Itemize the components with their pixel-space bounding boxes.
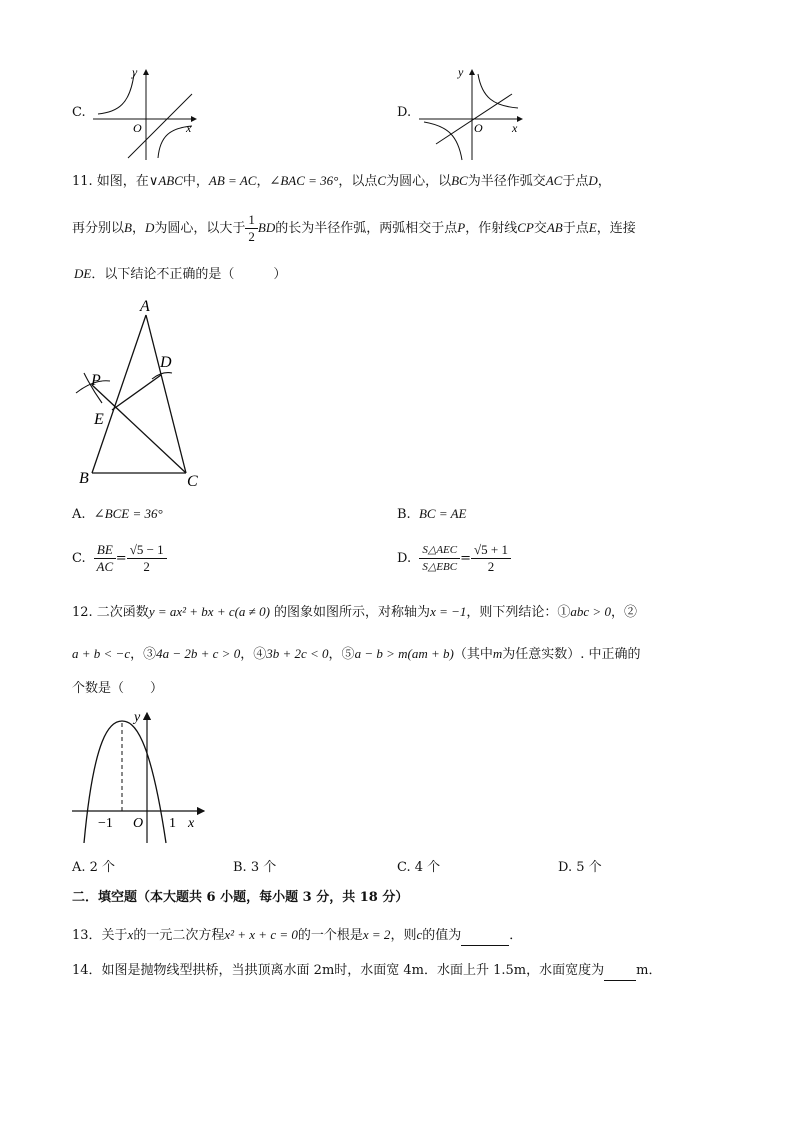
- q12-option-d: D. 5 个: [558, 860, 602, 875]
- math: DE: [74, 266, 92, 281]
- numerator: S△AEC: [419, 542, 460, 559]
- answer-blank[interactable]: [461, 927, 509, 946]
- q10-option-c-label: C.: [72, 105, 86, 120]
- q11-line-3: [74, 265, 286, 284]
- q11-option-a: [72, 505, 163, 524]
- math: ∨ABC: [148, 173, 183, 188]
- tick-label-1: 1: [169, 816, 176, 831]
- text: 的图象如图所示，对称轴为: [274, 605, 431, 620]
- numerator: √5 + 1: [471, 542, 511, 559]
- hyperbola-branch-upper: [98, 74, 134, 114]
- text: ，④: [240, 647, 267, 662]
- math: abc > 0: [570, 604, 611, 619]
- text: ，以点: [338, 174, 378, 189]
- math: AB: [546, 220, 563, 235]
- denominator: AC: [96, 559, 114, 574]
- math: a − b > m(am + b): [354, 646, 454, 661]
- fraction-area-ratio: [419, 542, 460, 575]
- point-e-label: E: [94, 411, 104, 428]
- text: ，: [597, 174, 611, 189]
- q12-line-1: [72, 603, 637, 622]
- hyperbola-branch-lower: [424, 122, 462, 160]
- text: 为半径作弧交: [467, 174, 546, 189]
- y-axis-label: y: [458, 65, 464, 79]
- math: x: [127, 927, 134, 942]
- segment-ac: [146, 315, 186, 473]
- text: ，: [131, 221, 145, 236]
- q14: [72, 962, 661, 981]
- parabola: [84, 721, 166, 843]
- q11-triangle-figure: [70, 293, 210, 493]
- q12-line-3: 个数是（ ）: [72, 681, 164, 696]
- text: 为圆心，以大于: [154, 221, 246, 236]
- numerator: 1: [245, 212, 258, 229]
- text: ，作射线: [465, 221, 518, 236]
- text: ，③: [130, 647, 157, 662]
- q12-option-c: C. 4 个: [397, 860, 441, 875]
- q10-option-d-graph: [414, 64, 526, 162]
- origin-label: O: [133, 121, 142, 135]
- fraction-golden: [127, 542, 167, 575]
- origin-label: O: [133, 816, 144, 831]
- text: 的值为: [422, 928, 462, 943]
- text: 中，: [182, 174, 209, 189]
- math: CP: [517, 220, 534, 235]
- math: ∠BAC = 36°: [269, 173, 339, 188]
- point-b-label: B: [79, 470, 89, 487]
- math: x = 2: [362, 927, 391, 942]
- numerator: BE: [94, 542, 116, 559]
- y-axis-label: y: [132, 65, 138, 79]
- fraction-be-ac: [94, 542, 116, 575]
- answer-blank[interactable]: [604, 962, 636, 981]
- option-label: A.: [72, 507, 86, 522]
- q13: [72, 926, 522, 946]
- math: a + b < −c: [72, 646, 131, 661]
- text: 再分别以: [72, 221, 125, 236]
- q11-option-c: [72, 540, 167, 578]
- math: c: [416, 927, 423, 942]
- denominator: S△EBC: [422, 561, 458, 573]
- text: ，⑤: [328, 647, 355, 662]
- x-axis-label: x: [186, 121, 192, 135]
- text: ，: [256, 174, 270, 189]
- text: 的长为半径作弧，两弧相交于点: [275, 221, 458, 236]
- text: 的一个根是: [297, 928, 363, 943]
- text: 12. 二次函数: [72, 605, 149, 620]
- text: m．: [636, 963, 662, 978]
- q12-line-2: [72, 645, 641, 664]
- q10-option-d-label: D.: [397, 105, 412, 120]
- math: 4a − 2b + c > 0: [156, 646, 241, 661]
- text: ，连接: [596, 221, 636, 236]
- denominator: 2: [487, 559, 495, 574]
- math: m: [492, 646, 503, 661]
- denominator: 2: [248, 229, 255, 244]
- x-axis-label: x: [188, 816, 195, 831]
- ray-cp: [92, 385, 186, 473]
- q10-option-c-graph: [88, 64, 200, 162]
- section-2-title: 二．填空题（本大题共 6 小题，每小题 3 分，共 18 分）: [72, 890, 409, 905]
- text: ．: [509, 928, 523, 943]
- fraction-golden: [471, 542, 511, 575]
- text: 为任意实数）. 中正确的: [502, 647, 641, 662]
- x-axis-label: x: [512, 121, 518, 135]
- denominator: 2: [143, 559, 150, 574]
- origin-label: O: [474, 121, 483, 135]
- math: 3b + 2c < 0: [266, 646, 329, 661]
- math: BC: [451, 173, 468, 188]
- text: 的一元二次方程: [133, 928, 225, 943]
- text: 11. 如图，在: [72, 174, 149, 189]
- text: （其中: [453, 647, 493, 662]
- text: ，则: [390, 928, 417, 943]
- equals: =: [115, 551, 127, 566]
- math: BC = AE: [418, 506, 467, 521]
- point-p-label: P: [91, 372, 101, 389]
- text: 为圆心，以: [386, 174, 452, 189]
- math: ∠BCE = 36°: [93, 506, 163, 521]
- point-a-label: A: [140, 298, 150, 315]
- q11-line-2: [72, 212, 636, 245]
- q12-option-a: A. 2 个: [72, 860, 116, 875]
- math: P: [457, 220, 466, 235]
- q11-option-b: [397, 505, 466, 524]
- math: y = ax² + bx + c(a ≠ 0): [148, 604, 270, 619]
- math: AC: [545, 173, 563, 188]
- math: B: [124, 220, 132, 235]
- point-d-label: D: [160, 354, 172, 371]
- q12-parabola-figure: [70, 705, 210, 845]
- math: C: [377, 173, 387, 188]
- point-c-label: C: [187, 473, 198, 490]
- q11-option-d: [397, 540, 511, 578]
- equals: =: [460, 551, 472, 566]
- math: x = −1: [430, 604, 467, 619]
- math: E: [588, 220, 597, 235]
- option-label: D.: [397, 551, 412, 566]
- text: 交: [533, 221, 547, 236]
- option-label: B.: [397, 507, 411, 522]
- text: ．以下结论不正确的是（ ）: [91, 267, 287, 282]
- tick-label-neg1: −1: [98, 816, 113, 831]
- fraction-one-half: [245, 212, 258, 245]
- numerator: √5 − 1: [127, 542, 167, 559]
- text: 14．如图是抛物线型拱桥，当拱顶离水面 2m时，水面宽 4m．水面上升 1.5m，水面宽度为: [72, 963, 605, 978]
- text: ，则下列结论：①: [466, 605, 571, 620]
- q11-line-1: [72, 172, 611, 191]
- text: ，②: [610, 605, 637, 620]
- math: AB = AC: [208, 173, 257, 188]
- y-axis-label: y: [134, 710, 141, 725]
- math: BD: [257, 220, 276, 235]
- q12-option-b: B. 3 个: [233, 860, 277, 875]
- math: x² + x + c = 0: [224, 927, 298, 942]
- text: 于点: [562, 174, 589, 189]
- segment-ab: [92, 315, 146, 473]
- option-label: C.: [72, 551, 86, 566]
- text: 13．关于: [72, 928, 128, 943]
- text: 于点: [562, 221, 589, 236]
- math: D: [588, 173, 598, 188]
- math: D: [144, 220, 155, 235]
